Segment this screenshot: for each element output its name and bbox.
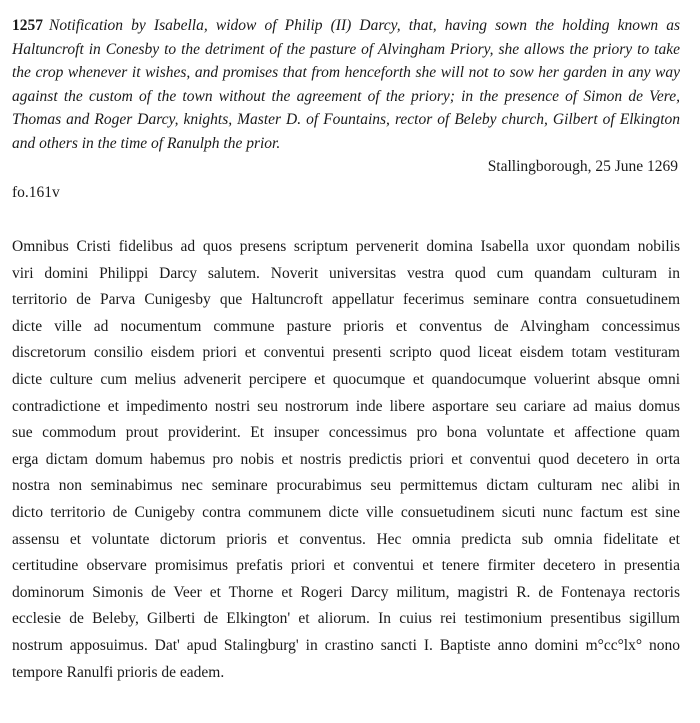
charter-line: ecclesie de Beleby, Gilberti de Elkington' et aliorum. In cuius rei testimonium presentibus sigillum [12, 610, 680, 628]
charter-line: tempore Ranulfi prioris de eadem. [12, 663, 225, 681]
charter-line: territorio de Parva Cunigesby que Haltuncroft appellatur fecerimus seminare contra consuetudinem [12, 291, 680, 309]
folio-reference: fo.161v [12, 184, 60, 201]
charter-line: contradictione et impedimento nostri seu nostrorum inde libere asportare seu cariare ad maius domus [12, 397, 680, 415]
entry-number: 1257 [12, 17, 43, 34]
charter-line: nostrum apposuimus. Dat' apud Stalingburg' in crastino sancti I. Baptiste anno domini m°cc°lx° nono [12, 636, 680, 654]
charter-line: dicte ville ad nocumentum commune pasture prioris et conventus de Alvingham concessimus [12, 317, 680, 335]
charter-line: dicto territorio de Cunigeby contra communem dicte ville consuetudinem sicuti nunc factum est sine [12, 503, 680, 521]
charter-line: assensu et voluntate dictorum prioris et conventus. Hec omnia predicta sub omnia fidelitate et [12, 530, 680, 548]
charter-text [12, 234, 680, 686]
charter-line: erga dictam domum habemus pro nobis et nostris predictis priori et conventui quod decetero in orta [12, 450, 680, 468]
calendar-entry [12, 14, 680, 155]
charter-line: dicte culture cum melius advenerit percipere et quocumque et quandocumque voluerint absque omni [12, 370, 680, 388]
charter-line: sue commodum prout providerint. Et insuper concessimus pro bona voluntate et affectione quam [12, 424, 680, 442]
entry-summary: Notification by Isabella, widow of Philip (II) Darcy, that, having sown the holding known as Haltuncroft in Conesby to the detriment of the pasture of Alvingham Priory, she allows the priory to take the crop whenever it wishes, and promises that from henceforth she will not to sow her garden in any way against the custom of the town without the agreement of the priory; in the presence of Simon de Vere, Thomas and Roger Darcy, knights, Master D. of Fountains, rector of Beleby church, Gilbert of Elkington and others in the time of Ranulph the prior. [12, 17, 680, 152]
charter-line: nostra non seminabimus nec seminare procurabimus seu permittemus dictam culturam nec alibi in [12, 477, 680, 495]
charter-line: viri domini Philippi Darcy salutem. Noverit universitas vestra quod cum quandam culturam in [12, 264, 680, 282]
charter-line: certitudine observare promisimus prefatis priori et conventui et tenere firmiter decetero in presentia [12, 557, 680, 575]
dateline: Stallingborough, 25 June 1269 [487, 158, 678, 175]
charter-line: Omnibus Cristi fidelibus ad quos presens scriptum pervenerit domina Isabella uxor quondam nobilis [12, 238, 680, 255]
document-page [12, 14, 680, 686]
charter-line: discretorum consilio eisdem priori et conventui presenti scripto quod liceat eisdem totam vestituram [12, 344, 680, 362]
charter-line: dominorum Simonis de Veer et Thorne et Rogeri Darcy militum, magistri R. de Fontenaya rectoris [12, 583, 680, 601]
